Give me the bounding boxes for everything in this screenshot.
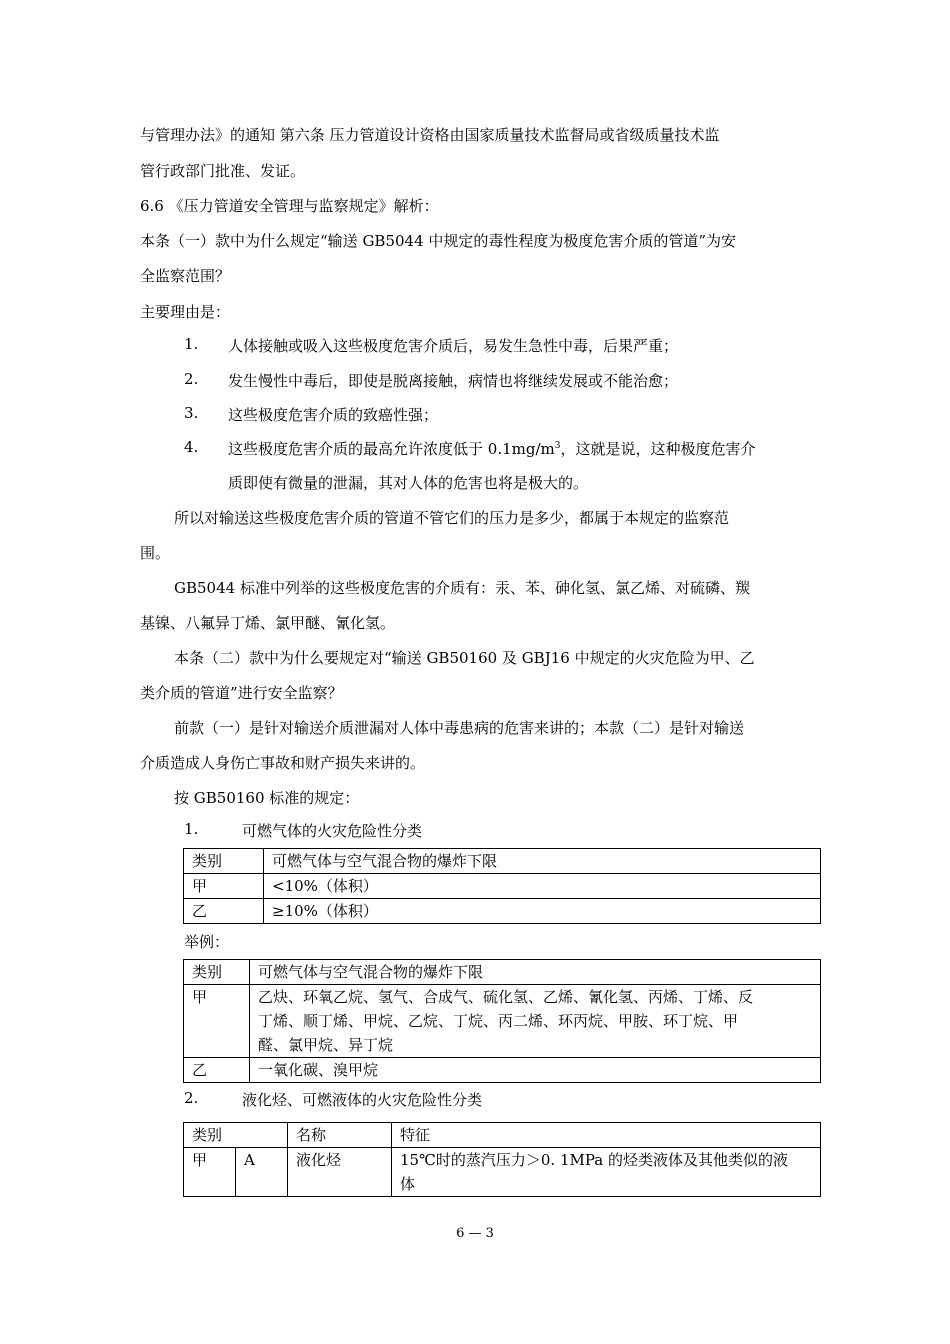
section-heading: 6.6 《压力管道安全管理与监察规定》解析： xyxy=(140,197,439,215)
section-number: 2. xyxy=(184,1089,199,1107)
list-item-continuation: 质即使有微量的泄漏，其对人体的危害也将是极大的。 xyxy=(228,474,589,492)
table-row xyxy=(184,1058,821,1083)
table-cell: A xyxy=(236,1148,288,1197)
liquid-hazard-table xyxy=(183,1122,821,1197)
table-header-row xyxy=(184,960,821,985)
table-cell: <10%（体积） xyxy=(264,874,821,899)
cell-line: 体 xyxy=(400,1175,416,1193)
table-cell xyxy=(250,985,821,1058)
section-title: 可燃气体的火灾危险性分类 xyxy=(242,822,423,840)
paragraph-line: 类介质的管道”进行安全监察？ xyxy=(140,684,343,702)
table-cell: 乙 xyxy=(184,1058,250,1083)
table-header-cell: 可燃气体与空气混合物的爆炸下限 xyxy=(264,849,821,874)
section-title: 液化烃、可燃液体的火灾危险性分类 xyxy=(242,1091,483,1109)
table-cell: 液化烃 xyxy=(288,1148,392,1197)
table-cell: ≥10%（体积） xyxy=(264,899,821,924)
list-item: 人体接触或吸入这些极度危害介质后，易发生急性中毒，后果严重； xyxy=(228,337,679,355)
table-header-row xyxy=(184,1123,821,1148)
paragraph-line: 介质造成人身伤亡事故和财产损失来讲的。 xyxy=(140,754,426,772)
list-item: 这些极度危害介质的致癌性强； xyxy=(228,406,439,424)
list-item-text: ，这就是说，这种极度危害介 xyxy=(560,440,756,458)
list-item-text: 这些极度危害介质的最高允许浓度低于 0.1mg/m xyxy=(228,440,555,458)
list-number: 3. xyxy=(184,404,199,422)
table-header-cell: 名称 xyxy=(288,1123,392,1148)
paragraph-line: 所以对输送这些极度危害介质的管道不管它们的压力是多少，都属于本规定的监察范 xyxy=(174,509,730,527)
paragraph-line: 前款（一）是针对输送介质泄漏对人体中毒患病的危害来讲的；本款（二）是针对输送 xyxy=(174,719,745,737)
cell-line: 丁烯、顺丁烯、甲烷、乙烷、丁烷、丙二烯、环丙烷、甲胺、环丁烷、甲 xyxy=(258,1012,739,1030)
table-cell: 乙 xyxy=(184,899,264,924)
table-row xyxy=(184,1148,821,1197)
cell-line: 15℃时的蒸汽压力＞0. 1MPa 的烃类液体及其他类似的液 xyxy=(400,1151,788,1169)
list-number: 2. xyxy=(184,370,199,388)
list-item: 发生慢性中毒后，即使是脱离接触，病情也将继续发展或不能治愈； xyxy=(228,372,679,390)
superscript: 3 xyxy=(554,441,561,451)
table-cell: 甲 xyxy=(184,1148,236,1197)
gas-hazard-table xyxy=(183,848,821,924)
paragraph-line: GB5044 标准中列举的这些极度危害的介质有：汞、苯、砷化氢、氯乙烯、对硫磷、羰 xyxy=(174,579,750,597)
list-item xyxy=(228,438,755,459)
table-header-row xyxy=(184,849,821,874)
paragraph-line: 围。 xyxy=(140,544,171,562)
list-number: 4. xyxy=(184,438,199,456)
list-number: 1. xyxy=(184,335,199,353)
example-label: 举例： xyxy=(184,933,230,951)
cell-line: 醛、氯甲烷、异丁烷 xyxy=(258,1036,394,1054)
table-cell xyxy=(392,1148,821,1197)
table-header-cell: 类别 xyxy=(184,849,264,874)
paragraph-line: 全监察范围？ xyxy=(140,267,231,285)
paragraph-line: 与管理办法》的通知 第六条 压力管道设计资格由国家质量技术监督局或省级质量技术监 xyxy=(140,126,720,144)
section-number: 1. xyxy=(184,820,199,838)
paragraph-line: 主要理由是： xyxy=(140,303,231,321)
paragraph-line: 基镍、八氟异丁烯、氯甲醚、氰化氢。 xyxy=(140,614,396,632)
table-row xyxy=(184,874,821,899)
paragraph-line: 按 GB50160 标准的规定： xyxy=(174,789,360,807)
paragraph-line: 管行政部门批准、发证。 xyxy=(140,162,306,180)
paragraph-line: 本条（二）款中为什么要规定对“输送 GB50160 及 GBJ16 中规定的火灾危险为甲、乙 xyxy=(174,649,755,667)
page-number: 6 — 3 xyxy=(456,1226,494,1241)
table-header-cell: 可燃气体与空气混合物的爆炸下限 xyxy=(250,960,821,985)
paragraph-line: 本条（一）款中为什么规定“输送 GB5044 中规定的毒性程度为极度危害介质的管道”为安 xyxy=(140,232,737,250)
table-header-cell: 类别 xyxy=(184,960,250,985)
cell-line: 乙炔、环氧乙烷、氢气、合成气、硫化氢、乙烯、氰化氢、丙烯、丁烯、反 xyxy=(258,988,754,1006)
gas-example-table xyxy=(183,959,821,1083)
table-cell: 甲 xyxy=(184,874,264,899)
table-header-cell: 特征 xyxy=(392,1123,821,1148)
table-cell: 一氧化碳、溴甲烷 xyxy=(250,1058,821,1083)
table-row xyxy=(184,985,821,1058)
table-cell: 甲 xyxy=(184,985,250,1058)
table-header-cell: 类别 xyxy=(184,1123,288,1148)
table-row xyxy=(184,899,821,924)
